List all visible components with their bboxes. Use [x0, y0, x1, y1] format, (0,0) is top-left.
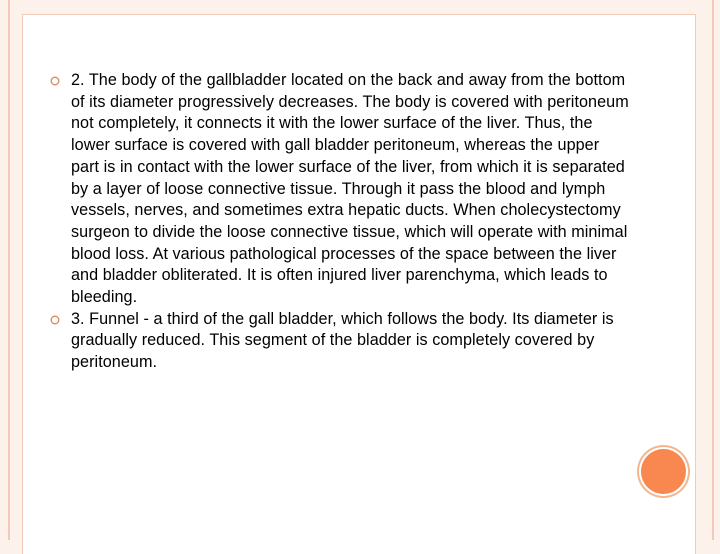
bullet-item [50, 70, 630, 309]
bullet-list [50, 70, 630, 374]
bullet-item [50, 309, 630, 374]
bullet-text: 3. Funnel - a third of the gall bladder, which follows the body. Its diameter is gradually reduced. This segment of the bladder is completely covered by peritoneum. [71, 309, 614, 372]
decorative-circle [641, 449, 686, 494]
bullet-text: 2. The body of the gallbladder located on the back and away from the bottom of its diameter progressively decreases. The body is covered with peritoneum not completely, it connects it with the lower surface of the liver. Thus, the lower surface is covered with gall bladder peritoneum, whereas the upper part is in contact with the lower surface of the liver, from which it is separated by a layer of loose connective tissue. Through it pass the blood and lymph vessels, nerves, and sometimes extra hepatic ducts. When cholecystectomy surgeon to divide the loose connective tissue, which will operate with minimal blood loss. At various pathological processes of the space between the liver and bladder obliterated. It is often injured liver parenchyma, which leads to bleeding. [71, 71, 629, 307]
circle-bullet-icon [50, 76, 60, 86]
circle-bullet-icon [50, 315, 60, 325]
